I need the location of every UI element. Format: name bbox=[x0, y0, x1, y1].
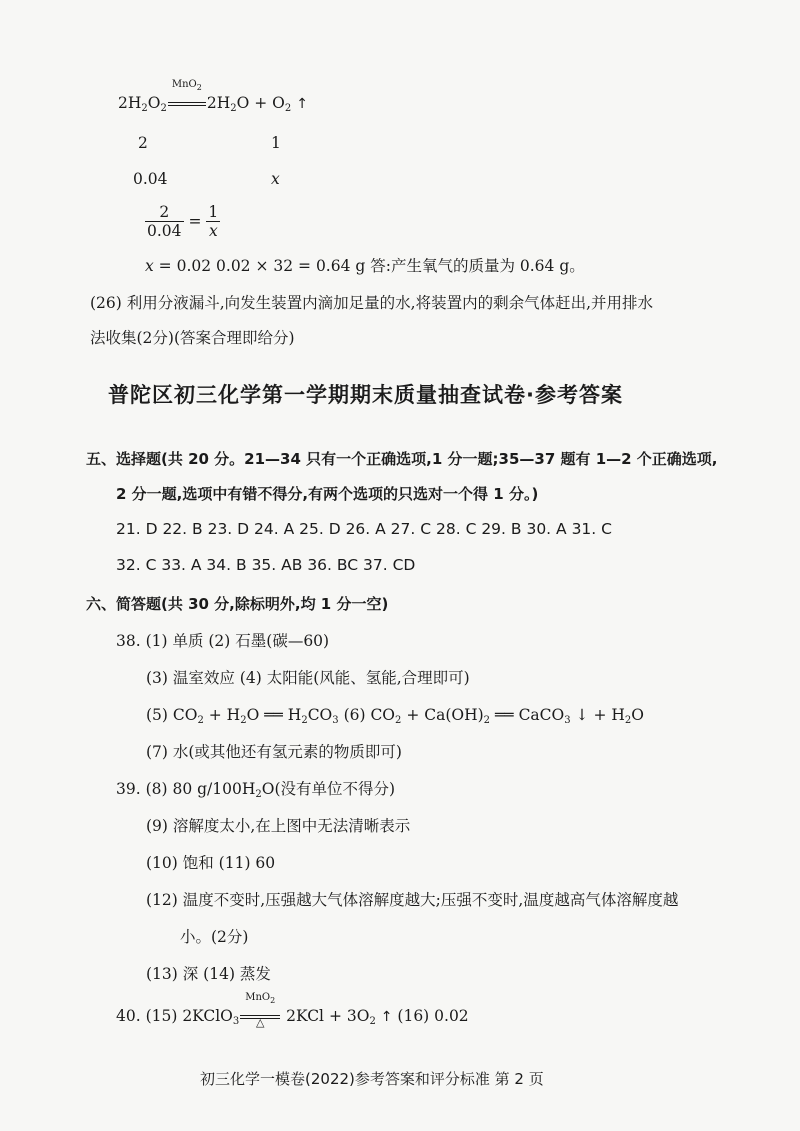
q38-5-6-equations: (5) $CO_2 + H_2O$ ══ $H_2CO_3$ (6) $CO_2 + Ca(OH)_2$ ══ CaCO$_3$ ↓ + $H_2O$ bbox=[146, 706, 644, 726]
q38-1-2: 38. (1) 单质 (2) 石墨(碳—60) bbox=[116, 632, 330, 650]
q39-12-line-2: 小。(2分) bbox=[180, 928, 249, 946]
q39-12-line-1: (12) 温度不变时,压强越大气体溶解度越大;压强不变时,温度越高气体溶解度越 bbox=[146, 891, 679, 909]
gas-up-arrow: ↑ bbox=[296, 96, 308, 112]
page-footer: 初三化学一模卷(2022)参考答案和评分标准 第 2 页 bbox=[200, 1070, 544, 1088]
q26-line-2: 法收集(2分)(答案合理即给分) bbox=[90, 329, 295, 347]
q39-10-11: (10) 饱和 (11) 60 bbox=[146, 854, 276, 872]
q39-9: (9) 溶解度太小,在上图中无法清晰表示 bbox=[146, 817, 411, 835]
decomposition-equation: $2H_2O_2$ MnO$_2$ $2H_2O + O_2$ ↑ bbox=[118, 79, 308, 114]
ratio-right-2: x bbox=[271, 170, 280, 188]
q38-3-4: (3) 温室效应 (4) 太阳能(风能、氢能,合理即可) bbox=[146, 669, 470, 687]
choice-answers-row-2: 32. C 33. A 34. B 35. AB 36. BC 37. CD bbox=[116, 556, 416, 574]
q26-line-1: (26) 利用分液漏斗,向发生装置内滴加足量的水,将装置内的剩余气体赶出,并用排水 bbox=[90, 294, 654, 312]
oxygen-mass-result: x = 0.02 0.02 × 32 = 0.64 g 答:产生氧气的质量为 0.64 g。 bbox=[145, 257, 585, 275]
section5-heading-2: 2 分一题,选项中有错不得分,有两个选项的只选对一个得 1 分。) bbox=[116, 485, 539, 503]
q38-7: (7) 水(或其他还有氢元素的物质即可) bbox=[146, 743, 402, 761]
q39-8: 39. (8) 80 $g/100H_2O$(没有单位不得分) bbox=[116, 780, 396, 800]
proportion-fraction: $\frac{2}{0.04}$ = $\frac{1}{x}$ bbox=[147, 203, 219, 240]
section6-heading: 六、简答题(共 30 分,除标明外,均 1 分一空) bbox=[86, 595, 389, 613]
ratio-left-2: 0.04 bbox=[133, 170, 168, 188]
choice-answers-row-1: 21. D 22. B 23. D 24. A 25. D 26. A 27. C 28. C 29. B 30. A 31. C bbox=[116, 520, 612, 538]
catalyst-over-arrow: MnO$_2$ bbox=[168, 92, 206, 114]
section5-heading-1: 五、选择题(共 20 分。21—34 只有一个正确选项,1 分一题;35—37 题有 1—2 个正确选项, bbox=[86, 450, 718, 468]
q40-equation: 40. (15) 2KClO$_3$ MnO$_2$ △ $2KCl + 3O_2$ ↑ (16) 0.02 bbox=[116, 992, 469, 1029]
ratio-left-1: 2 bbox=[138, 134, 148, 152]
catalyst-heat-arrow: MnO$_2$ △ bbox=[240, 1005, 280, 1027]
q39-13-14: (13) 深 (14) 蒸发 bbox=[146, 965, 271, 983]
gas-up-arrow-2: ↑ bbox=[380, 1009, 393, 1025]
page-title: 普陀区初三化学第一学期期末质量抽查试卷·参考答案 bbox=[108, 383, 623, 407]
ratio-right-1: 1 bbox=[271, 134, 281, 152]
